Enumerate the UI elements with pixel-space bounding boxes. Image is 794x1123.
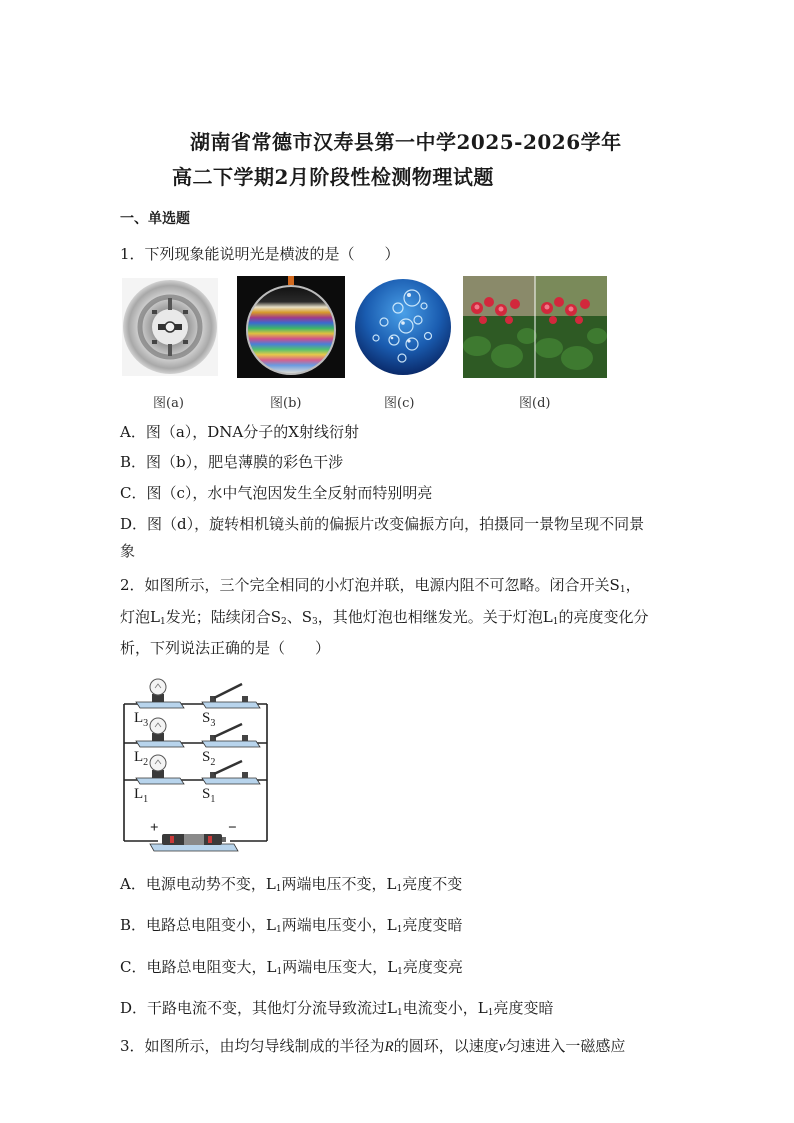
q2-option-b: B．电路总电阻变小，$L_1$两端电压变小，$L_1$亮度变暗 — [120, 916, 463, 935]
caption-b: 图(b) — [270, 396, 302, 411]
label-s3: $S_3$ — [202, 710, 216, 729]
figure-c-water-bubbles — [354, 278, 452, 376]
q1-stem: 1．下列现象能说明光是横波的是（ ） — [120, 245, 400, 263]
q2-circuit-diagram — [118, 676, 276, 856]
section-heading: 一、单选题 — [120, 211, 190, 227]
q1-option-d-cont: 象 — [120, 542, 136, 560]
title-line-1: 湖南省常德市汉寿县第一中学2025-2026学年 — [190, 130, 622, 154]
caption-d: 图(d) — [519, 396, 551, 411]
caption-a: 图(a) — [153, 396, 184, 411]
label-l2: $L_2$ — [134, 749, 149, 768]
title-line-2: 高二下学期2月阶段性检测物理试题 — [172, 165, 494, 189]
q2-stem-line-1: 2．如图所示，三个完全相同的小灯泡并联，电源内阻不可忽略。闭合开关$S_1$， — [120, 576, 641, 595]
battery-plus-sign: + — [150, 820, 159, 836]
figure-b-soap-film — [237, 276, 345, 378]
q1-option-a: A．图（a），DNA分子的X射线衍射 — [120, 423, 359, 441]
label-l1: $L_1$ — [134, 786, 149, 805]
q3-stem-line-1: 3．如图所示，由均匀导线制成的半径为R的圆环，以速度v匀速进入一磁感应 — [120, 1037, 626, 1055]
label-s2: $S_2$ — [202, 749, 216, 768]
q2-option-c: C．电路总电阻变大，$L_1$两端电压变大，$L_1$亮度变亮 — [120, 958, 463, 977]
q2-stem-line-2: 灯泡$L_1$发光；陆续闭合$S_2$、$S_3$，其他灯泡也相继发光。关于灯泡$L_1$的亮度变化分 — [120, 608, 649, 627]
label-s1: $S_1$ — [202, 786, 216, 805]
q1-option-b: B．图（b），肥皂薄膜的彩色干涉 — [120, 453, 344, 471]
q2-option-d: D．干路电流不变，其他灯分流导致流过$L_1$电流变小，$L_1$亮度变暗 — [120, 999, 554, 1018]
q1-option-d: D．图（d），旋转相机镜头前的偏振片改变偏振方向，拍摄同一景物呈现不同景 — [120, 515, 645, 533]
q2-stem-line-3: 析，下列说法正确的是（ ） — [120, 639, 331, 657]
q1-option-c: C．图（c），水中气泡因发生全反射而特别明亮 — [120, 484, 433, 502]
figure-a-xray-diffraction — [122, 278, 218, 376]
q2-option-a: A．电源电动势不变，$L_1$两端电压不变，$L_1$亮度不变 — [120, 875, 463, 894]
figure-d-roses-polarizer — [463, 276, 607, 378]
caption-c: 图(c) — [384, 396, 415, 411]
battery-minus-sign: − — [228, 820, 237, 836]
label-l3: $L_3$ — [134, 710, 149, 729]
